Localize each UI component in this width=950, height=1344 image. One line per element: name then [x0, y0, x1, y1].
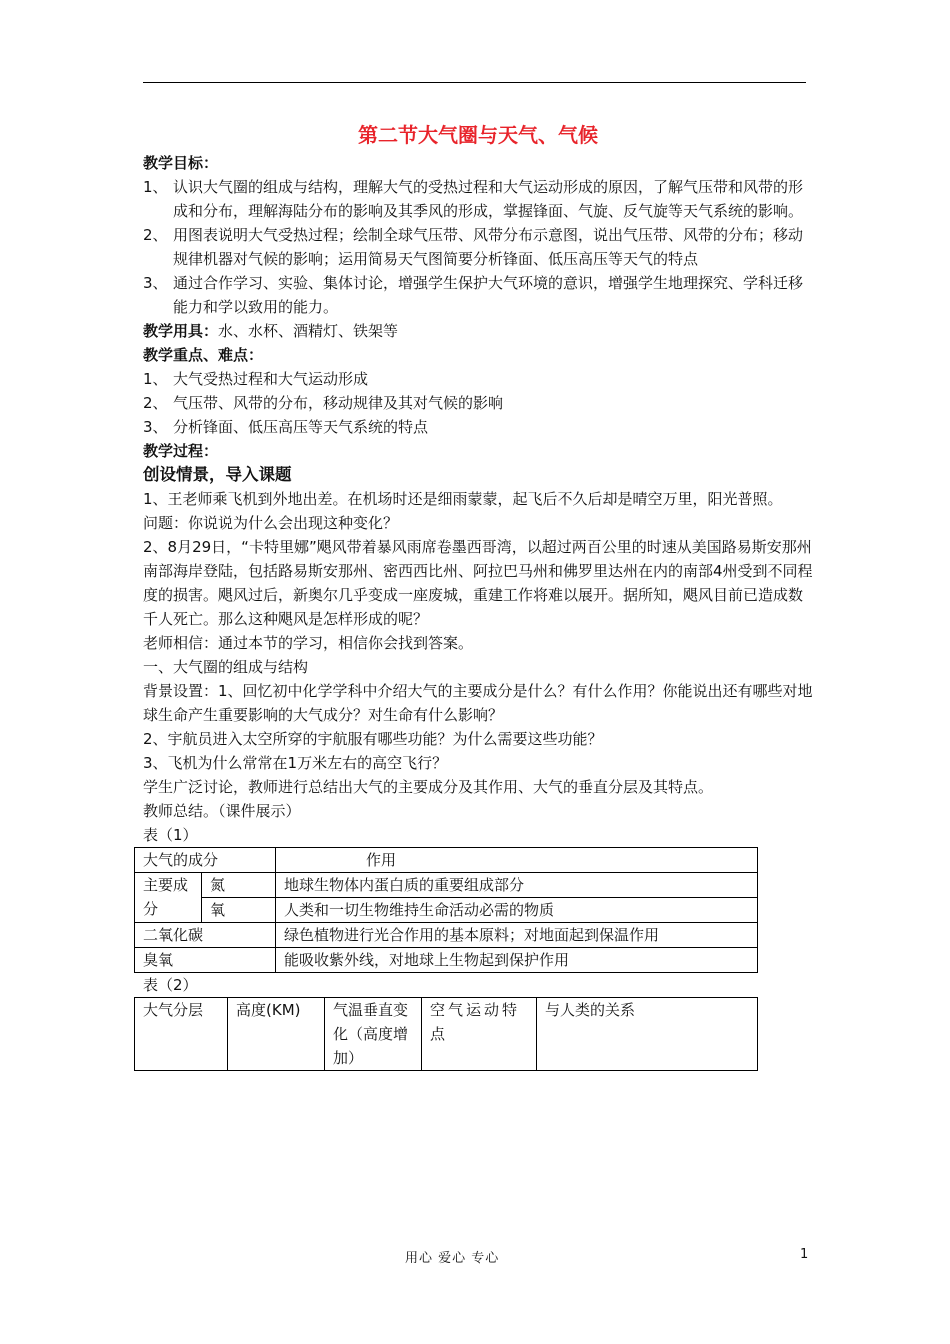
- key-point-item: [143, 391, 813, 415]
- table-row: [135, 948, 758, 973]
- process-subheading: 创设情景，导入课题: [143, 465, 292, 484]
- table-header-cell: 空气运动特点: [422, 998, 537, 1071]
- section-heading: 一、大气圈的组成与结构: [143, 658, 309, 676]
- table-cell: 人类和一切生物维持生命活动必需的物质: [276, 898, 758, 923]
- table-cell: 二氧化碳: [135, 923, 276, 948]
- paragraph: 背景设置：1、回忆初中化学学科中介绍大气的主要成分是什么？有什么作用？你能说出还有哪些对地球生命产生重要影响的大气成分？对生命有什么影响？: [143, 682, 813, 724]
- paragraph: 问题：你说说为什么会出现这种变化？: [143, 514, 399, 532]
- page-number: 1: [800, 1247, 809, 1262]
- key-point-num: 2、: [143, 394, 168, 412]
- key-point-item: [143, 367, 813, 391]
- table2-caption: 表（2）: [143, 976, 198, 994]
- table-header-cell: 高度(KM): [228, 998, 325, 1071]
- goal-num: 1、: [143, 178, 168, 196]
- table-cell: 臭氧: [135, 948, 276, 973]
- process-heading: 教学过程：: [143, 442, 219, 460]
- key-point-num: 3、: [143, 418, 168, 436]
- table-row: [135, 873, 758, 898]
- key-point-text: 气压带、风带的分布，移动规律及其对气候的影响: [173, 394, 504, 412]
- goal-item: [143, 223, 813, 271]
- table-header-cell: 大气分层: [135, 998, 228, 1071]
- composition-table: [134, 847, 758, 973]
- goal-text: 用图表说明大气受热过程；绘制全球气压带、风带分布示意图，说出气压带、风带的分布；移动规律机器对气候的影响；运用简易天气图简要分析锋面、低压高压等天气的特点: [173, 226, 804, 268]
- paragraph: 2、8月29日，“卡特里娜”飓风带着暴风雨席卷墨西哥湾，以超过两百公里的时速从美国路易斯安那州南部海岸登陆，包括路易斯安那州、密西西比州、阿拉巴马州和佛罗里达州在内的南部4州受到不同程度的损害。飓风过后，新奥尔几乎变成一座废城，重建工作将难以展开。据所知，飓风目前已造成数千人死亡。那么这种飓风是怎样形成的呢？: [143, 538, 813, 628]
- tools-heading: 教学用具：: [143, 322, 219, 340]
- goal-text: 通过合作学习、实验、集体讨论，增强学生保护大气环境的意识，增强学生地理探究、学科迁移能力和学以致用的能力。: [173, 274, 804, 316]
- table-row: [135, 923, 758, 948]
- layers-table: [134, 997, 758, 1071]
- paragraph: 2、宇航员进入太空所穿的宇航服有哪些功能？为什么需要这些功能？: [143, 730, 603, 748]
- footer-text: 用心 爱心 专心: [405, 1251, 500, 1266]
- table-header-cell: 与人类的关系: [537, 998, 758, 1071]
- goal-num: 3、: [143, 274, 168, 292]
- table-row: [135, 998, 758, 1071]
- document-body: [143, 120, 813, 1071]
- page-title: 第二节大气圈与天气、气候: [358, 123, 598, 147]
- key-point-text: 大气受热过程和大气运动形成: [173, 370, 369, 388]
- table-cell: 能吸收紫外线，对地球上生物起到保护作用: [276, 948, 758, 973]
- table-cell: 氮: [202, 873, 276, 898]
- paragraph: 教师总结。（课件展示）: [143, 802, 301, 820]
- tools-text: 水、水杯、酒精灯、铁架等: [218, 322, 399, 340]
- table-header-cell: 气温垂直变化（高度增加）: [325, 998, 422, 1071]
- paragraph: 3、飞机为什么常常在1万米左右的高空飞行？: [143, 754, 448, 772]
- goal-item: [143, 271, 813, 319]
- header-rule: [143, 82, 806, 83]
- table-cell: 主要成分: [135, 873, 202, 923]
- table-header-cell: 大气的成分: [135, 848, 276, 873]
- paragraph: 学生广泛讨论，教师进行总结出大气的主要成分及其作用、大气的垂直分层及其特点。: [143, 778, 714, 796]
- table-header-cell: 作用: [276, 848, 758, 873]
- tools-line: [143, 319, 813, 343]
- goal-item: [143, 175, 813, 223]
- paragraph: 1、王老师乘飞机到外地出差。在机场时还是细雨蒙蒙，起飞后不久后却是晴空万里，阳光普照。: [143, 490, 783, 508]
- goal-text: 认识大气圈的组成与结构，理解大气的受热过程和大气运动形成的原因，了解气压带和风带的形成和分布，理解海陆分布的影响及其季风的形成，掌握锋面、气旋、反气旋等天气系统的影响。: [173, 178, 804, 220]
- key-point-num: 1、: [143, 370, 168, 388]
- goals-heading: 教学目标：: [143, 154, 219, 172]
- paragraph: 老师相信：通过本节的学习，相信你会找到答案。: [143, 634, 474, 652]
- table-cell: 地球生物体内蛋白质的重要组成部分: [276, 873, 758, 898]
- table-cell: 氧: [202, 898, 276, 923]
- key-point-item: [143, 415, 813, 439]
- table-cell: 绿色植物进行光合作用的基本原料；对地面起到保温作用: [276, 923, 758, 948]
- table-row: [135, 848, 758, 873]
- table1-caption: 表（1）: [143, 826, 198, 844]
- key-point-text: 分析锋面、低压高压等天气系统的特点: [173, 418, 429, 436]
- key-points-heading: 教学重点、难点：: [143, 346, 264, 364]
- table-row: [135, 898, 758, 923]
- goal-num: 2、: [143, 226, 168, 244]
